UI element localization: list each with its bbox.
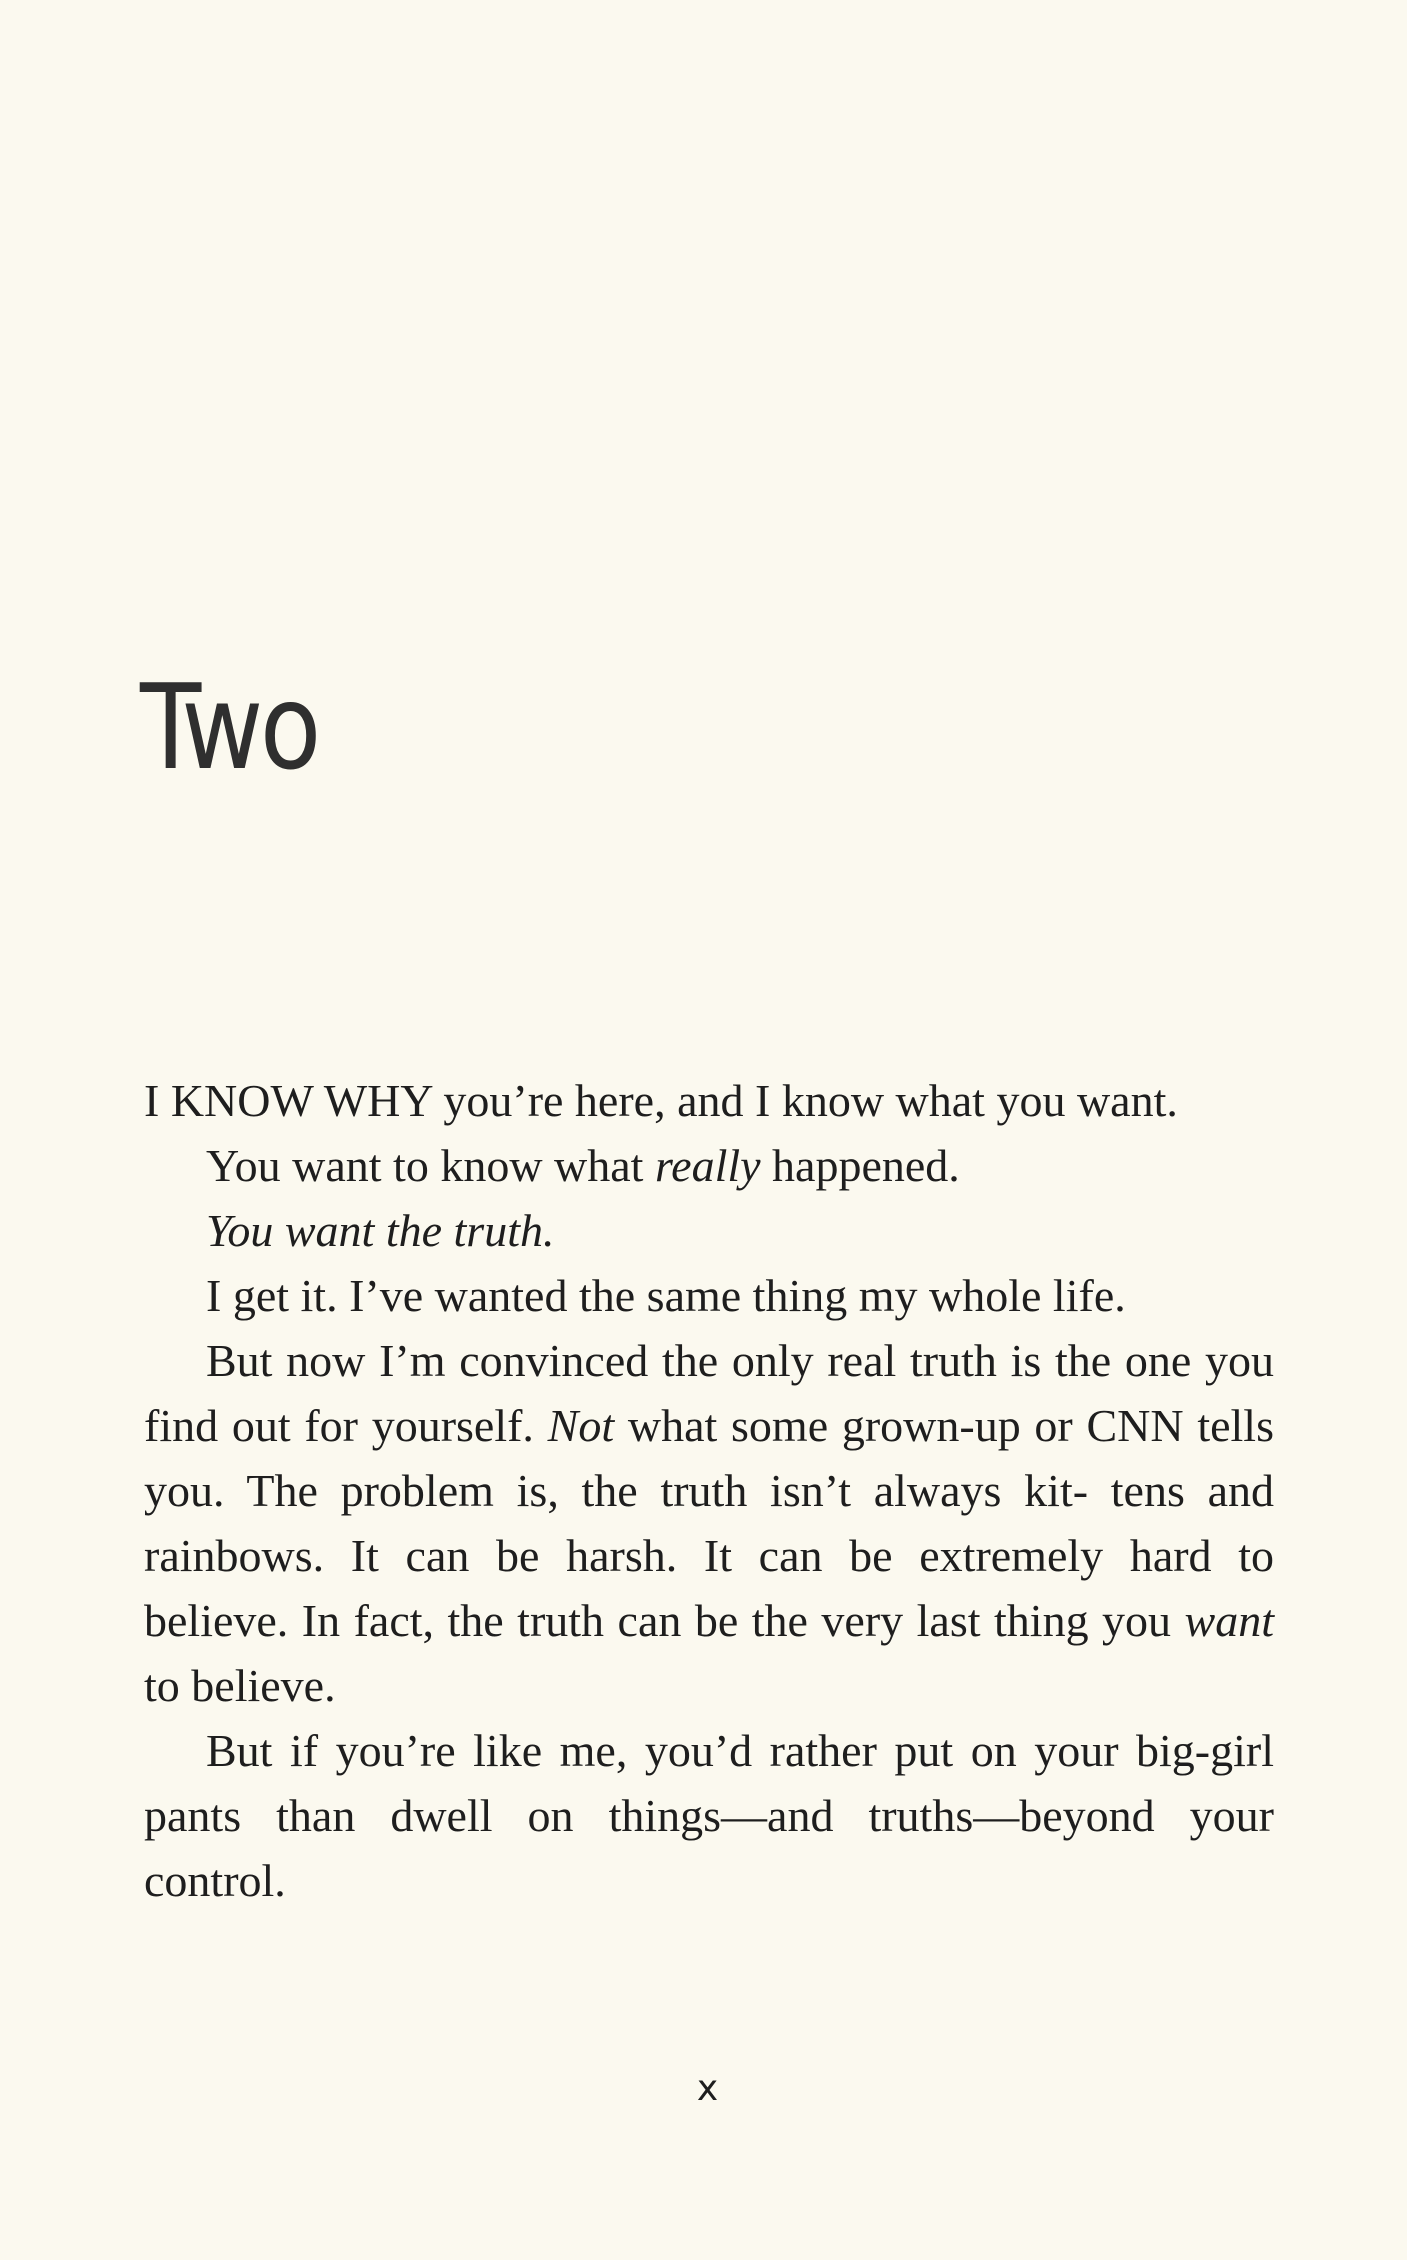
paragraph-5-text-part-1: But now I’m convinced the only real truth is the one you find out for yourself. (144, 1335, 1274, 1451)
paragraph-5-emphasis-not: Not (547, 1400, 615, 1451)
paragraph-5 (144, 1328, 1274, 1718)
paragraph-5-text-part-2: what some grown-up or CNN tells you. The problem is, the truth isn’t always kit- tens and rainbows. It can be harsh. It can be extremely hard to believe. In fact, the truth can be the very last thing you (144, 1400, 1274, 1646)
paragraph-5-text-part-3: to believe. (144, 1660, 336, 1711)
paragraph-2 (144, 1133, 1274, 1198)
paragraph-6 (144, 1718, 1274, 1913)
paragraph-1-text: I KNOW WHY you’re here, and I know what you want. (144, 1075, 1178, 1126)
paragraph-1 (144, 1068, 1274, 1133)
chapter-title: Two (140, 658, 318, 796)
page-number: x (696, 2068, 719, 2109)
paragraph-2-text-start: You want to know what (206, 1140, 655, 1191)
paragraph-2-emphasis: really (654, 1140, 761, 1191)
paragraph-6-text: But if you’re like me, you’d rather put on your big-girl pants than dwell on things—and truths—beyond your control. (144, 1725, 1274, 1906)
paragraph-2-text-end: happened. (760, 1140, 960, 1191)
paragraph-5-emphasis-want: want (1184, 1595, 1274, 1646)
chapter-body (144, 1068, 1274, 1913)
paragraph-4 (144, 1263, 1274, 1328)
paragraph-3-emphasis: You want the truth. (206, 1205, 555, 1256)
paragraph-4-text: I get it. I’ve wanted the same thing my whole life. (206, 1270, 1126, 1321)
paragraph-3 (144, 1198, 1274, 1263)
